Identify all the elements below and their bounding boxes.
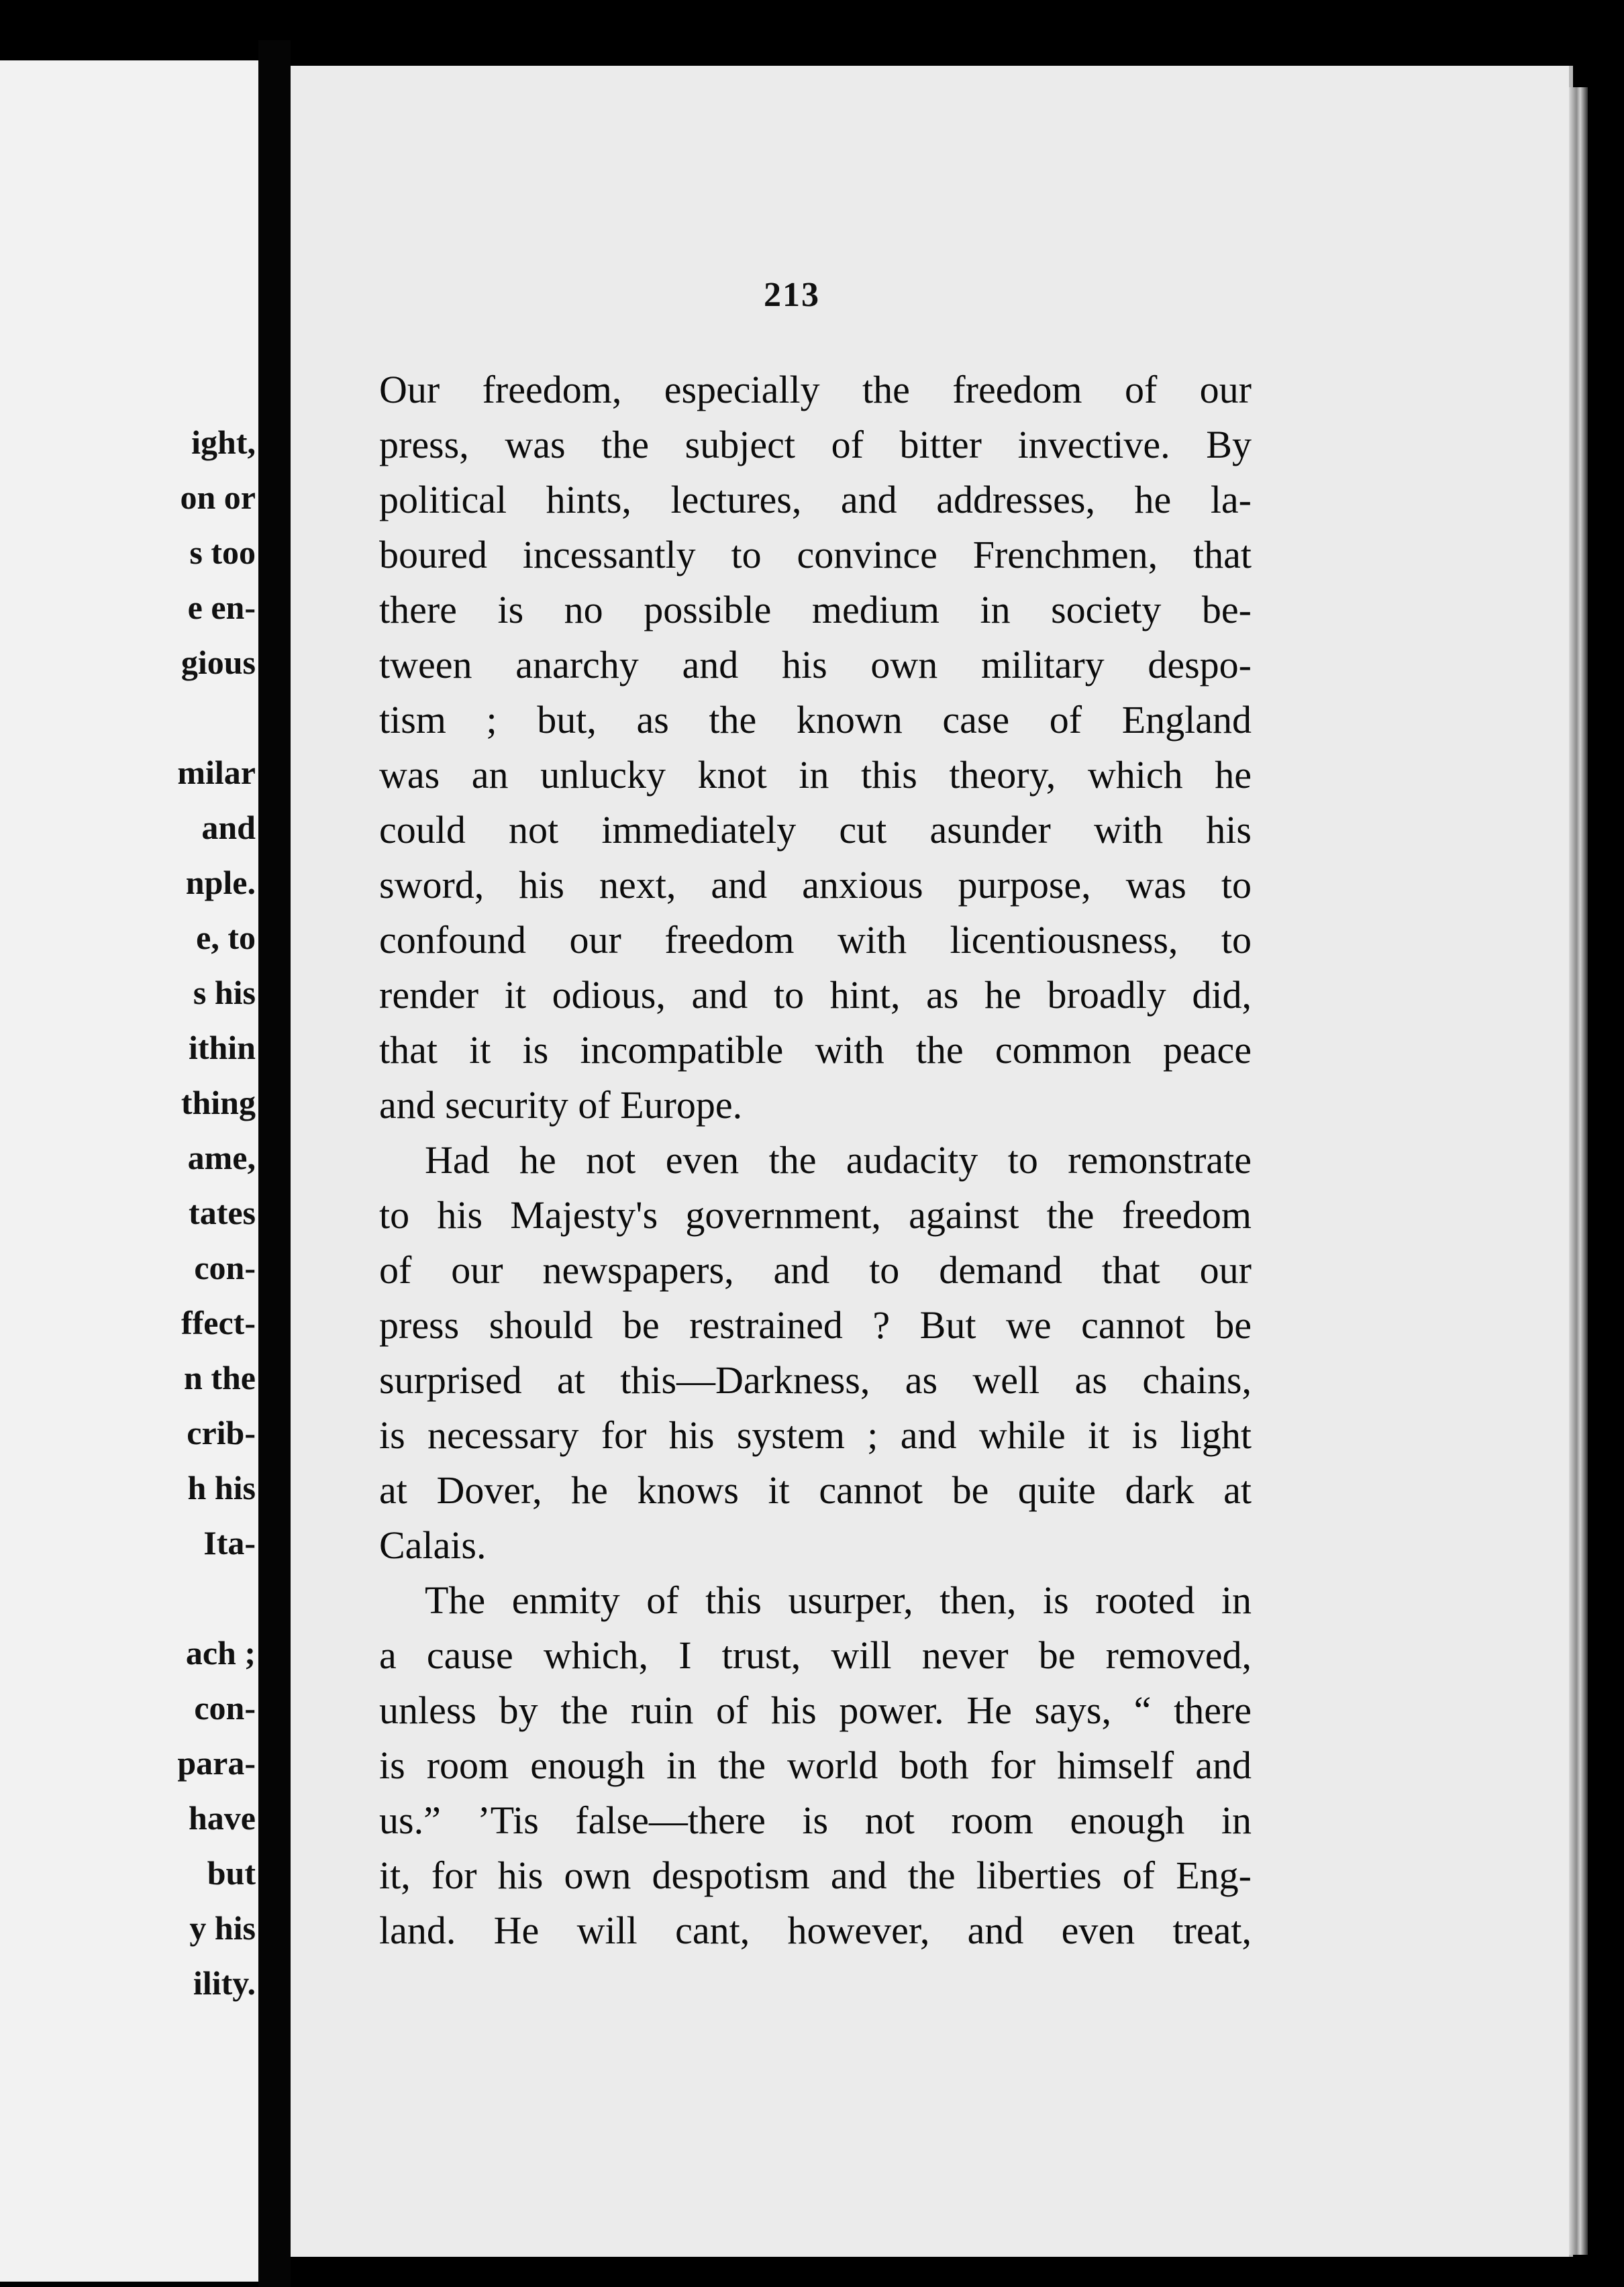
left-page-fragment bbox=[177, 690, 256, 745]
left-page-fragment: con- bbox=[194, 1689, 256, 1727]
left-page-fragment: thing bbox=[181, 1084, 256, 1121]
text-line: boured incessantly to convince Frenchmen, that bbox=[379, 533, 1252, 576]
text-line: at Dover, he knows it cannot be quite dark at bbox=[379, 1468, 1252, 1512]
text-line: unless by the ruin of his power. He says, “ there bbox=[379, 1688, 1252, 1732]
text-line: political hints, lectures, and addresses, he la- bbox=[379, 478, 1252, 521]
left-page-fragment: s his bbox=[193, 974, 256, 1011]
text-line: us.” ’Tis false—there is not room enough in bbox=[379, 1798, 1252, 1842]
left-page-fragment: e en- bbox=[187, 589, 256, 626]
text-line: to his Majesty's government, against the freedom bbox=[379, 1193, 1252, 1237]
paragraph bbox=[379, 1133, 1252, 1573]
left-page-fragment bbox=[177, 1570, 256, 1625]
left-page-fragment: s too bbox=[189, 533, 256, 571]
left-page-line-fragments bbox=[177, 415, 256, 2011]
text-line: press should be restrained ? But we cannot be bbox=[379, 1303, 1252, 1347]
left-page-fragment: n the bbox=[184, 1359, 256, 1396]
left-page-fragment: and bbox=[201, 809, 256, 846]
text-line: of our newspapers, and to demand that our bbox=[379, 1248, 1252, 1292]
text-line: is necessary for his system ; and while it is light bbox=[379, 1413, 1252, 1457]
left-page-fragment: crib- bbox=[187, 1414, 256, 1452]
left-page-fragment: tates bbox=[189, 1194, 256, 1231]
text-line: Had he not even the audacity to remonstrate bbox=[425, 1138, 1252, 1182]
left-page-fragment: y his bbox=[189, 1909, 256, 1947]
text-line: The enmity of this usurper, then, is rooted in bbox=[425, 1578, 1252, 1622]
left-page-fragment: h his bbox=[187, 1469, 256, 1507]
left-page-fragment: con- bbox=[194, 1249, 256, 1286]
text-line: a cause which, I trust, will never be removed, bbox=[379, 1633, 1252, 1677]
page-edge bbox=[1569, 87, 1588, 2255]
left-page-fragment: have bbox=[189, 1799, 256, 1837]
text-line: was an unlucky knot in this theory, which he bbox=[379, 753, 1252, 797]
text-line: Our freedom, especially the freedom of our bbox=[379, 368, 1252, 411]
text-line: and security of Europe. bbox=[379, 1083, 743, 1127]
text-line: sword, his next, and anxious purpose, was to bbox=[379, 863, 1252, 907]
left-page-fragment: ffect- bbox=[181, 1304, 256, 1341]
left-page-fragment: milar bbox=[177, 754, 256, 791]
left-page-fragment: but bbox=[207, 1854, 256, 1892]
text-line: there is no possible medium in society be- bbox=[379, 588, 1252, 631]
body-text bbox=[379, 362, 1252, 1958]
text-line: Calais. bbox=[379, 1523, 487, 1567]
page-number: 213 bbox=[764, 276, 820, 314]
text-line: press, was the subject of bitter invective. By bbox=[379, 423, 1252, 466]
text-line: tism ; but, as the known case of England bbox=[379, 698, 1252, 742]
left-page-fragment: para- bbox=[177, 1744, 256, 1782]
book-gutter bbox=[258, 40, 291, 2287]
left-page-fragment: e, to bbox=[196, 919, 256, 956]
text-line: it, for his own despotism and the liberties of Eng- bbox=[379, 1853, 1252, 1897]
left-page-fragment: ach ; bbox=[185, 1634, 256, 1672]
text-line: that it is incompatible with the common peace bbox=[379, 1028, 1252, 1072]
left-facing-page bbox=[0, 60, 258, 2282]
paragraph bbox=[379, 362, 1252, 1133]
text-line: render it odious, and to hint, as he broadly did, bbox=[379, 973, 1252, 1017]
left-page-fragment: gious bbox=[181, 644, 256, 681]
left-page-fragment: ithin bbox=[188, 1029, 256, 1066]
text-line: land. He will cant, however, and even treat, bbox=[379, 1909, 1252, 1952]
left-page-fragment: nple. bbox=[185, 864, 256, 901]
text-line: is room enough in the world both for himself and bbox=[379, 1743, 1252, 1787]
left-page-fragment: on or bbox=[180, 478, 256, 516]
text-line: surprised at this—Darkness, as well as chains, bbox=[379, 1358, 1252, 1402]
left-page-fragment: Ita- bbox=[203, 1524, 256, 1562]
left-page-fragment: ame, bbox=[187, 1139, 256, 1176]
text-line: could not immediately cut asunder with his bbox=[379, 808, 1252, 852]
text-line: confound our freedom with licentiousness, to bbox=[379, 918, 1252, 962]
left-page-fragment: ility. bbox=[193, 1964, 256, 2002]
paragraph bbox=[379, 1573, 1252, 1958]
text-line: tween anarchy and his own military despo- bbox=[379, 643, 1252, 687]
left-page-fragment: ight, bbox=[191, 423, 256, 461]
